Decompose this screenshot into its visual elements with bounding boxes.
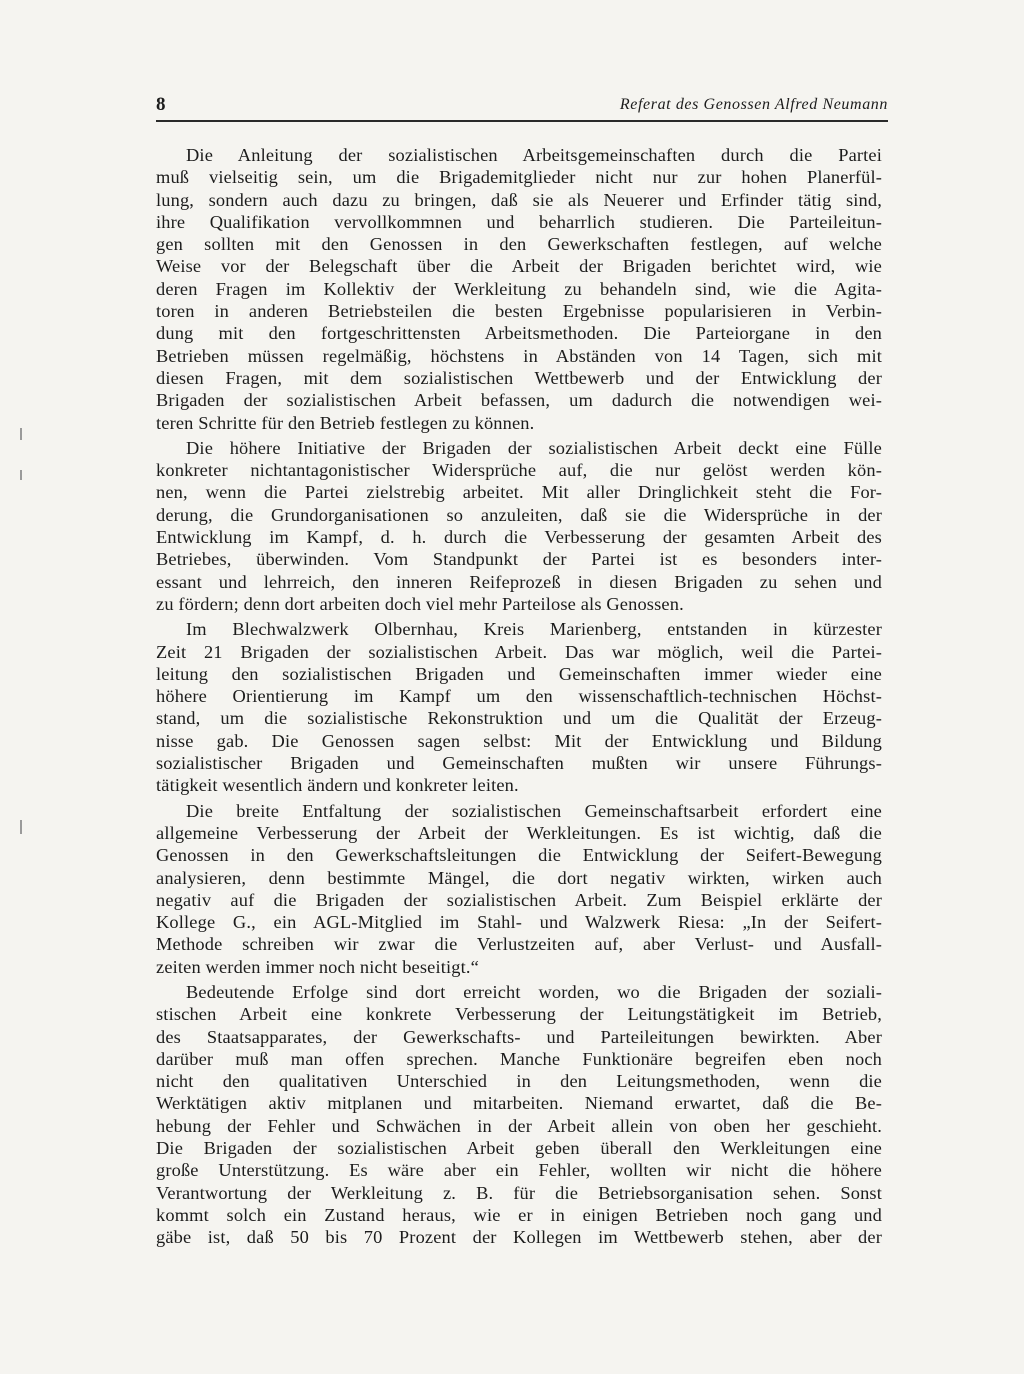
text-line: leitung den sozialistischen Brigaden und Gemeinschaften immer wieder eine [156,663,882,684]
text-line: negativ auf die Brigaden der sozialistischen Arbeit. Zum Beispiel erklärte der [156,889,882,910]
text-line: toren in anderen Betriebsteilen die besten Ergebnisse popularisieren in Verbin- [156,301,882,322]
paragraph [156,981,882,1249]
text-line: deren Fragen im Kollektiv der Werkleitung zu behandeln sind, wie die Agita- [156,278,882,299]
text-line: nen, wenn die Partei zielstrebig arbeitet. Mit aller Dringlichkeit steht die For- [156,482,882,503]
text-line: stischen Arbeit eine konkrete Verbesserung der Leitungstätigkeit im Betrieb, [156,1004,882,1025]
text-line: gen sollten mit den Genossen in den Gewerkschaften festlegen, auf welche [156,234,882,255]
text-line: Betriebes, überwinden. Vom Standpunkt der Partei ist es besonders inter- [156,549,882,570]
paragraph [156,144,882,434]
running-title: Referat des Genossen Alfred Neumann [619,96,888,113]
text-line: kommt solch ein Zustand heraus, wie er in einigen Betrieben noch gang und [156,1204,882,1225]
text-line: Die höhere Initiative der Brigaden der sozialistischen Arbeit deckt eine Fülle [186,437,882,458]
text-line: teren Schritte für den Betrieb festlegen zu können. [156,412,535,433]
text-line: Genossen in den Gewerkschaftsleitungen die Entwicklung der Seifert-Bewegung [156,845,882,866]
scan-margin-mark [20,820,22,834]
text-line: nisse gab. Die Genossen sagen selbst: Mit der Entwicklung und Bildung [156,730,882,751]
text-line: große Unterstützung. Es wäre aber ein Fehler, wollten wir nicht die höhere [156,1160,882,1181]
scan-margin-mark [20,428,22,440]
text-line: Betrieben müssen regelmäßig, höchstens in Abständen von 14 Tagen, sich mit [156,345,882,366]
text-line: tätigkeit wesentlich ändern und konkreter leiten. [156,775,519,796]
text-line: Zeit 21 Brigaden der sozialistischen Arbeit. Das war möglich, weil die Partei- [156,641,882,662]
text-line: Im Blechwalzwerk Olbernhau, Kreis Marienberg, entstanden in kürzester [186,619,882,640]
text-line: Die breite Entfaltung der sozialistischen Gemeinschaftsarbeit erfordert eine [186,800,882,821]
text-line: nicht den qualitativen Unterschied in den Leitungsmethoden, wenn die [156,1071,882,1092]
text-line: zeiten werden immer noch nicht beseitigt.“ [156,956,479,977]
text-line: sozialistischer Brigaden und Gemeinschaften mußten wir unsere Führungs- [156,753,882,774]
text-line: Bedeutende Erfolge sind dort erreicht worden, wo die Brigaden der soziali- [186,981,882,1002]
text-line: analysieren, denn bestimmte Mängel, die dort negativ wirkten, wirken auch [156,867,882,888]
paragraph [156,800,882,978]
scan-margin-mark [20,470,22,480]
text-line: gäbe ist, daß 50 bis 70 Prozent der Kollegen im Wettbewerb stehen, aber der [156,1227,882,1248]
text-line: ihre Qualifikation vervollkommnen und beharrlich studieren. Die Parteileitun- [156,211,882,232]
text-line: höhere Orientierung im Kampf um den wissenschaftlich-technischen Höchst- [156,686,882,707]
text-line: darüber muß man offen sprechen. Manche Funktionäre begreifen eben noch [156,1048,882,1069]
text-line: Werktätigen aktiv mitplanen und mitarbeiten. Niemand erwartet, daß die Be- [156,1093,882,1114]
document-body [156,144,882,1252]
text-line: Methode schreiben wir zwar die Verlustzeiten auf, aber Verlust- und Ausfall- [156,934,882,955]
paragraph [156,437,882,615]
text-line: derung, die Grundorganisationen so anzuleiten, daß sie die Widersprüche in der [156,504,882,525]
page-header [156,92,888,122]
text-line: Entwicklung im Kampf, d. h. durch die Verbesserung der gesamten Arbeit des [156,527,882,548]
text-line: Die Brigaden der sozialistischen Arbeit geben überall den Werkleitungen eine [156,1138,882,1159]
text-line: allgemeine Verbesserung der Arbeit der Werkleitungen. Es ist wichtig, daß die [156,822,882,843]
text-line: dung mit den fortgeschrittensten Arbeitsmethoden. Die Parteiorgane in den [156,323,882,344]
text-line: Weise vor der Belegschaft über die Arbeit der Brigaden berichtet wird, wie [156,256,882,277]
text-line: essant und lehrreich, den inneren Reifeprozeß in diesen Brigaden zu sehen und [156,571,882,592]
text-line: des Staatsapparates, der Gewerkschafts- und Parteileitungen bewirkten. Aber [156,1026,882,1047]
text-line: Kollege G., ein AGL-Mitglied im Stahl- und Walzwerk Riesa: „In der Seifert- [156,912,882,933]
text-line: Verantwortung der Werkleitung z. B. für die Betriebsorganisation sehen. Sonst [156,1182,882,1203]
text-line: lung, sondern auch dazu zu bringen, daß sie als Neuerer und Erfinder tätig sind, [156,189,882,210]
text-line: konkreter nichtantagonistischer Widersprüche auf, die nur gelöst werden kön- [156,460,882,481]
text-line: stand, um die sozialistische Rekonstruktion und um die Qualität der Erzeug- [156,708,882,729]
page-number: 8 [156,94,166,115]
text-line: zu fördern; denn dort arbeiten doch viel mehr Parteilose als Genossen. [156,593,684,614]
text-line: hebung der Fehler und Schwächen in der Arbeit allein von oben her geschieht. [156,1115,882,1136]
text-line: Die Anleitung der sozialistischen Arbeitsgemeinschaften durch die Partei [186,145,882,165]
text-line: diesen Fragen, mit dem sozialistischen Wettbewerb und der Entwicklung der [156,367,882,388]
text-line: Brigaden der sozialistischen Arbeit befassen, um dadurch die notwendigen wei- [156,390,882,411]
text-line: muß vielseitig sein, um die Brigademitglieder nicht nur zur hohen Planerfül- [156,167,882,188]
paragraph [156,618,882,796]
